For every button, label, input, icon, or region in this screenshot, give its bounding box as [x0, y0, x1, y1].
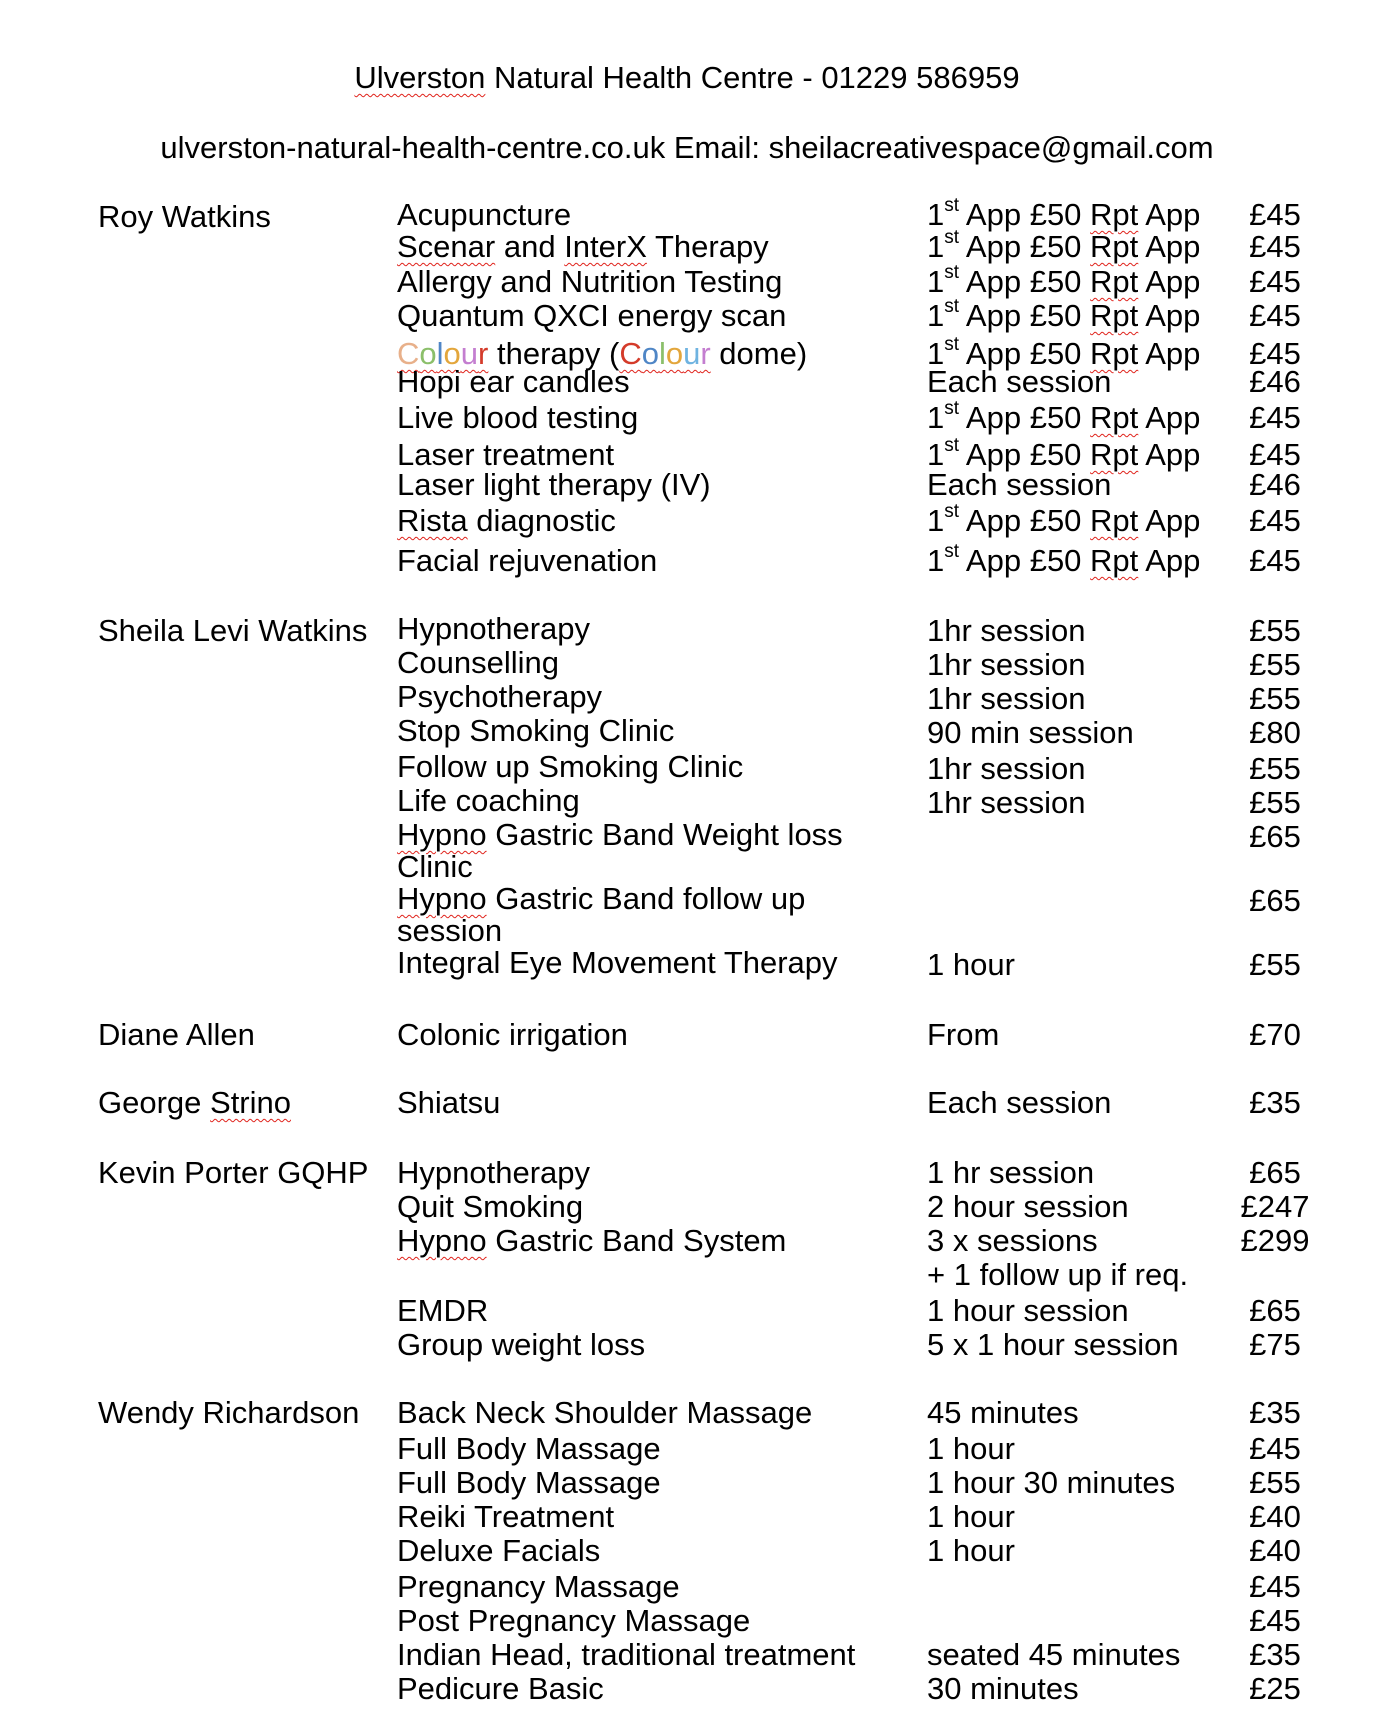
service-item: Allergy and Nutrition Testing	[397, 264, 783, 299]
session-detail: 1 hour 30 minutes	[927, 1465, 1176, 1500]
session-detail: 3 x sessions	[927, 1223, 1098, 1258]
session-detail: 5 x 1 hour session	[927, 1327, 1179, 1362]
service-item: Reiki Treatment	[397, 1499, 615, 1534]
service-item: Integral Eye Movement Therapy	[397, 945, 838, 980]
price: £45	[1249, 1431, 1301, 1466]
service-item: Pedicure Basic	[397, 1671, 604, 1706]
price: £65	[1249, 1155, 1301, 1190]
service-item: Acupuncture	[397, 197, 572, 232]
session-detail: 1 hour	[927, 947, 1015, 982]
service-word: Hypno	[397, 1223, 487, 1258]
appointment-detail: 1st App £50 Rpt App	[927, 397, 1201, 435]
centre-name-word: Ulverston	[354, 60, 486, 95]
session-detail: 1 hour	[927, 1499, 1015, 1534]
service-word: Hypno	[397, 881, 487, 916]
appointment-detail: 1st App £50 Rpt App	[927, 434, 1201, 472]
service-word: InterX	[564, 229, 647, 264]
price: £45	[1249, 503, 1301, 538]
price: £65	[1249, 1293, 1301, 1328]
session-detail: 30 minutes	[927, 1671, 1079, 1706]
practitioner-wendy: Wendy Richardson	[98, 1395, 360, 1430]
service-word: Scenar	[397, 229, 496, 264]
service-word: dome)	[710, 336, 808, 371]
service-item	[397, 818, 843, 851]
session-detail: 1 hour session	[927, 1293, 1129, 1328]
service-item	[397, 882, 805, 915]
price: £45	[1249, 197, 1301, 232]
practitioner-kevin: Kevin Porter GQHP	[98, 1155, 369, 1190]
service-item: Facial rejuvenation	[397, 543, 658, 578]
price: £55	[1249, 681, 1301, 716]
session-detail: 2 hour session	[927, 1189, 1129, 1224]
service-item: Quit Smoking	[397, 1189, 584, 1224]
service-item: Hypnotherapy	[397, 1155, 591, 1190]
price: £40	[1249, 1499, 1301, 1534]
price: £247	[1240, 1189, 1310, 1224]
session-detail: 45 minutes	[927, 1395, 1079, 1430]
session-detail: Each session	[927, 1085, 1112, 1120]
service-item: Live blood testing	[397, 400, 639, 435]
appointment-detail: 1st App £50 Rpt App	[927, 226, 1201, 264]
service-word: therapy (	[488, 336, 620, 371]
price: £45	[1249, 336, 1301, 371]
service-item: Full Body Massage	[397, 1465, 661, 1500]
price: £45	[1249, 437, 1301, 472]
appointment-detail: Each session	[927, 364, 1112, 399]
service-word: Gastric Band Weight loss	[486, 817, 843, 852]
price: £80	[1249, 715, 1301, 750]
service-word: Gastric Band System	[486, 1223, 787, 1258]
service-word: Hypno	[397, 817, 487, 852]
price: £46	[1249, 467, 1301, 502]
service-item: Full Body Massage	[397, 1431, 661, 1466]
practitioner-sheila: Sheila Levi Watkins	[98, 613, 368, 648]
price: £45	[1249, 1569, 1301, 1604]
session-detail: 1 hour	[927, 1431, 1015, 1466]
appointment-detail: 1st App £50 Rpt App	[927, 295, 1201, 333]
price: £45	[1249, 543, 1301, 578]
service-item	[397, 1224, 786, 1257]
service-item: Clinic	[397, 849, 473, 884]
service-item: Life coaching	[397, 783, 580, 818]
page-title	[0, 60, 1374, 96]
session-detail: 90 min session	[927, 715, 1134, 750]
practitioner-george: George Strino	[98, 1085, 291, 1120]
price: £55	[1249, 647, 1301, 682]
price: £55	[1249, 947, 1301, 982]
service-item	[397, 230, 769, 263]
centre-title-rest: Natural Health Centre - 01229 586959	[485, 60, 1020, 95]
service-item: Indian Head, traditional treatment	[397, 1637, 856, 1672]
session-detail: From	[927, 1017, 1000, 1052]
service-item: Counselling	[397, 645, 559, 680]
price: £65	[1249, 819, 1301, 854]
practitioner-roy: Roy Watkins	[98, 199, 271, 234]
session-detail: 1hr session	[927, 613, 1086, 648]
price: £75	[1249, 1327, 1301, 1362]
appointment-detail: 1st App £50 Rpt App	[927, 500, 1201, 538]
price: £35	[1249, 1085, 1301, 1120]
service-item: Follow up Smoking Clinic	[397, 749, 744, 784]
service-item	[397, 504, 616, 537]
appointment-detail: 1st App £50 Rpt App	[927, 333, 1201, 371]
price: £45	[1249, 298, 1301, 333]
session-detail: 1hr session	[927, 681, 1086, 716]
service-item: Psychotherapy	[397, 679, 603, 714]
practitioner-diane: Diane Allen	[98, 1017, 255, 1052]
service-item: Pregnancy Massage	[397, 1569, 680, 1604]
service-item: Stop Smoking Clinic	[397, 713, 675, 748]
price: £299	[1240, 1223, 1310, 1258]
price: £55	[1249, 785, 1301, 820]
service-item: Colonic irrigation	[397, 1017, 628, 1052]
service-word: Rista	[397, 503, 468, 538]
session-detail: 1 hour	[927, 1533, 1015, 1568]
appointment-detail: 1st App £50 Rpt App	[927, 194, 1201, 232]
service-word: Therapy	[646, 229, 769, 264]
service-item: Quantum QXCI energy scan	[397, 298, 787, 333]
session-detail: 1hr session	[927, 785, 1086, 820]
service-item: session	[397, 913, 503, 948]
price: £45	[1249, 264, 1301, 299]
service-word: Gastric Band follow up	[486, 881, 806, 916]
price: £45	[1249, 229, 1301, 264]
price: £35	[1249, 1395, 1301, 1430]
session-detail: 1hr session	[927, 647, 1086, 682]
appointment-detail: 1st App £50 Rpt App	[927, 540, 1201, 578]
price: £46	[1249, 364, 1301, 399]
service-item: EMDR	[397, 1293, 489, 1328]
price: £65	[1249, 883, 1301, 918]
price: £45	[1249, 400, 1301, 435]
colour-word: Colour	[397, 336, 489, 371]
service-item: Hopi ear candles	[397, 364, 630, 399]
service-item: Laser light therapy (IV)	[397, 467, 711, 502]
service-item: Back Neck Shoulder Massage	[397, 1395, 813, 1430]
price: £55	[1249, 751, 1301, 786]
price: £25	[1249, 1671, 1301, 1706]
price: £45	[1249, 1603, 1301, 1638]
session-detail: 1 hr session	[927, 1155, 1095, 1190]
price: £70	[1249, 1017, 1301, 1052]
session-detail: seated 45 minutes	[927, 1637, 1181, 1672]
service-item: Deluxe Facials	[397, 1533, 601, 1568]
service-item: Laser treatment	[397, 437, 615, 472]
contact-line: ulverston-natural-health-centre.co.uk Email: sheilacreativespace@gmail.com	[160, 130, 1214, 165]
colour-word: Colour	[619, 336, 711, 371]
session-detail: + 1 follow up if req.	[927, 1257, 1189, 1292]
appointment-detail: Each session	[927, 467, 1112, 502]
service-word: and	[495, 229, 565, 264]
price: £35	[1249, 1637, 1301, 1672]
service-item: Post Pregnancy Massage	[397, 1603, 751, 1638]
session-detail: 1hr session	[927, 751, 1086, 786]
appointment-detail: 1st App £50 Rpt App	[927, 261, 1201, 299]
price: £40	[1249, 1533, 1301, 1568]
service-item: Group weight loss	[397, 1327, 646, 1362]
service-item: Shiatsu	[397, 1085, 501, 1120]
service-item: Hypnotherapy	[397, 611, 591, 646]
price: £55	[1249, 613, 1301, 648]
service-word: diagnostic	[467, 503, 616, 538]
price: £55	[1249, 1465, 1301, 1500]
